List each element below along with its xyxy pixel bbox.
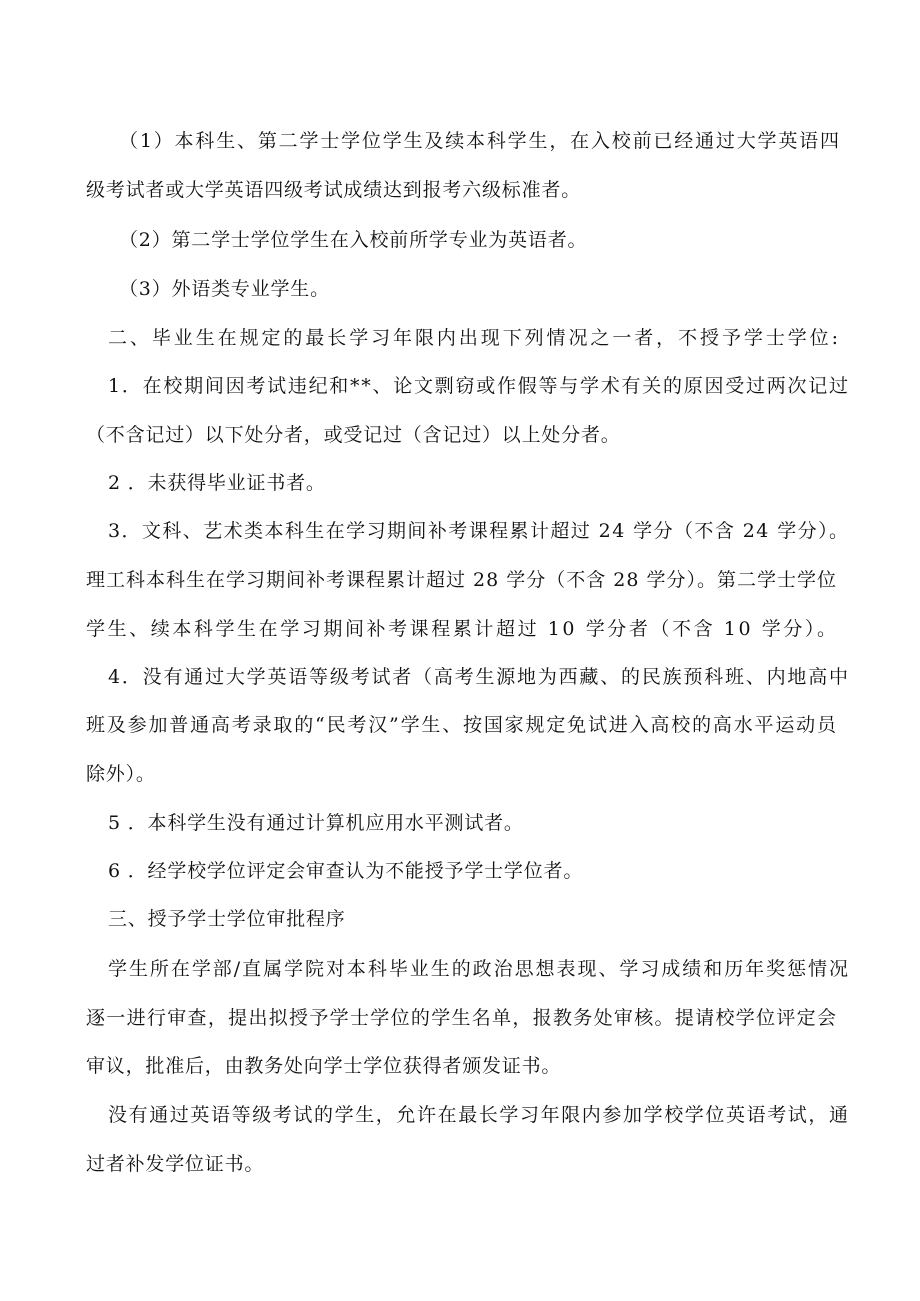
item-4-line-1: 4．没有通过大学英语等级考试者（高考生源地为西藏、的民族预科班、内地高中 <box>108 666 850 688</box>
item-2: 2 ．未获得毕业证书者。 <box>108 472 326 494</box>
procedure-line-1: 学生所在学部/直属学院对本科毕业生的政治思想表现、学习成绩和历年奖惩情况 <box>108 958 850 980</box>
item-4-line-2: 班及参加普通高考录取的“民考汉”学生、按国家规定免试进入高校的高水平运动员 <box>86 714 838 736</box>
item-4-line-3: 除外）。 <box>86 763 156 785</box>
item-3-line-1: 3．文科、艺术类本科生在学习期间补考课程累计超过 24 学分（不含 24 学分）。 <box>108 520 850 542</box>
procedure-line-2: 逐一进行审查，提出拟授予学士学位的学生名单，报教务处审核。提请校学位评定会 <box>86 1007 838 1029</box>
section-3-heading: 三、授予学士学位审批程序 <box>108 908 346 930</box>
paragraph-2: （2）第二学士学位学生在入校前所学专业为英语者。 <box>119 229 588 251</box>
paragraph-1-line-2: 级考试者或大学英语四级考试成绩达到报考六级标准者。 <box>86 179 582 201</box>
item-3-line-2: 理工科本科生在学习期间补考课程累计超过 28 学分（不含 28 学分）。第二学士学位 <box>86 569 837 591</box>
paragraph-1-line-1: （1）本科生、第二学士学位学生及续本科学生，在入校前已经通过大学英语四 <box>119 130 841 152</box>
item-1-line-2: （不含记过）以下处分者，或受记过（含记过）以上处分者。 <box>86 424 621 446</box>
paragraph-3: （3）外语类专业学生。 <box>119 278 330 300</box>
item-5: 5 ．本科学生没有通过计算机应用水平测试者。 <box>108 812 524 834</box>
closing-line-1: 没有通过英语等级考试的学生，允许在最长学习年限内参加学校学位英语考试，通 <box>108 1104 850 1126</box>
section-2-heading: 二、毕业生在规定的最长学习年限内出现下列情况之一者，不授予学士学位: <box>108 327 841 349</box>
procedure-line-3: 审议，批准后，由教务处向学士学位获得者颁发证书。 <box>86 1055 562 1077</box>
item-6: 6 ．经学校学位评定会审查认为不能授予学士学位者。 <box>108 860 584 882</box>
closing-line-2: 过者补发学位证书。 <box>86 1153 265 1175</box>
item-3-line-3: 学生、续本科学生在学习期间补考课程累计超过 10 学分者（不含 10 学分）。 <box>86 618 839 640</box>
item-1-line-1: 1．在校期间因考试违纪和**、论文剽窃或作假等与学术有关的原因受过两次记过 <box>108 375 850 397</box>
